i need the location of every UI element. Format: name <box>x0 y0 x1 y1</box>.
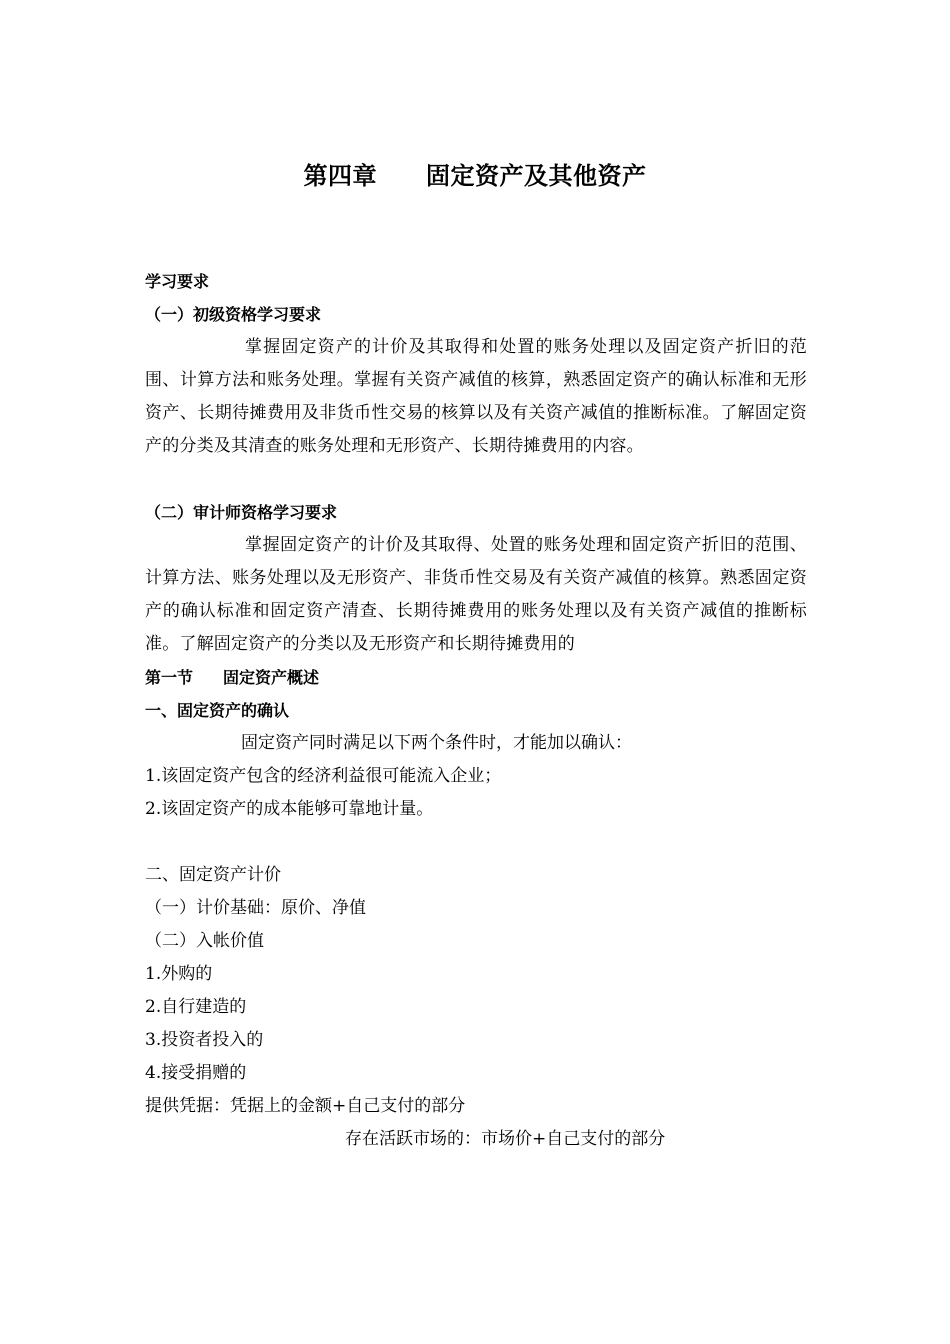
valuation-heading: 二、固定资产计价 <box>145 865 281 885</box>
recognition-item-1: 1.该固定资产包含的经济利益很可能流入企业； <box>145 766 502 786</box>
valuation-item-3: 3.投资者投入的 <box>145 1030 264 1050</box>
valuation-basis: （一）计价基础：原价、净值 <box>145 898 366 918</box>
study-requirements-heading: 学习要求 <box>145 272 210 291</box>
section-title: 固定资产概述 <box>223 668 320 687</box>
valuation-item-2: 2.自行建造的 <box>145 997 247 1017</box>
junior-requirements-heading: （一）初级资格学习要求 <box>145 305 322 324</box>
chapter-title: 第四章 固定资产及其他资产 <box>303 162 647 190</box>
auditor-requirements-text: 掌握固定资产的计价及其取得、处置的账务处理和固定资产折旧的范围、计算方法、账务处理以及无形资产、非货币性交易及有关资产减值的核算。熟悉固定资产的确认标准和固定资产清查、长期待摊费用的账务处理以及有关资产减值的推断标准。了解固定资产的分类以及无形资产和长期待摊费用的 <box>145 535 807 654</box>
spacer <box>145 463 807 496</box>
auditor-requirements-heading: （二）审计师资格学习要求 <box>145 503 338 522</box>
valuation-item-4: 4.接受捐赠的 <box>145 1063 247 1083</box>
spacer <box>145 826 807 859</box>
valuation-entry-value: （二）入帐价值 <box>145 931 264 951</box>
evidence-line: 提供凭据：凭据上的金额+自己支付的部分 <box>145 1096 466 1116</box>
recognition-heading: 一、固定资产的确认 <box>145 701 290 720</box>
junior-requirements-text: 掌握固定资产的计价及其取得和处置的账务处理以及固定资产折旧的范围、计算方法和账务处理。掌握有关资产减值的核算，熟悉固定资产的确认标准和无形资产、长期待摊费用及非货币性交易的核算以及有关资产减值的推断标准。了解固定资产的分类及其清查的账务处理和无形资产、长期待摊费用的内容。 <box>145 337 807 456</box>
section-number: 第一节 <box>145 668 194 687</box>
section-heading <box>145 661 807 694</box>
recognition-intro: 固定资产同时满足以下两个条件时，才能加以确认： <box>241 733 632 753</box>
document-body <box>145 265 807 1156</box>
valuation-item-1: 1.外购的 <box>145 964 213 984</box>
recognition-item-2: 2.该固定资产的成本能够可靠地计量。 <box>145 799 434 819</box>
market-line: 存在活跃市场的：市场价+自己支付的部分 <box>345 1129 666 1149</box>
